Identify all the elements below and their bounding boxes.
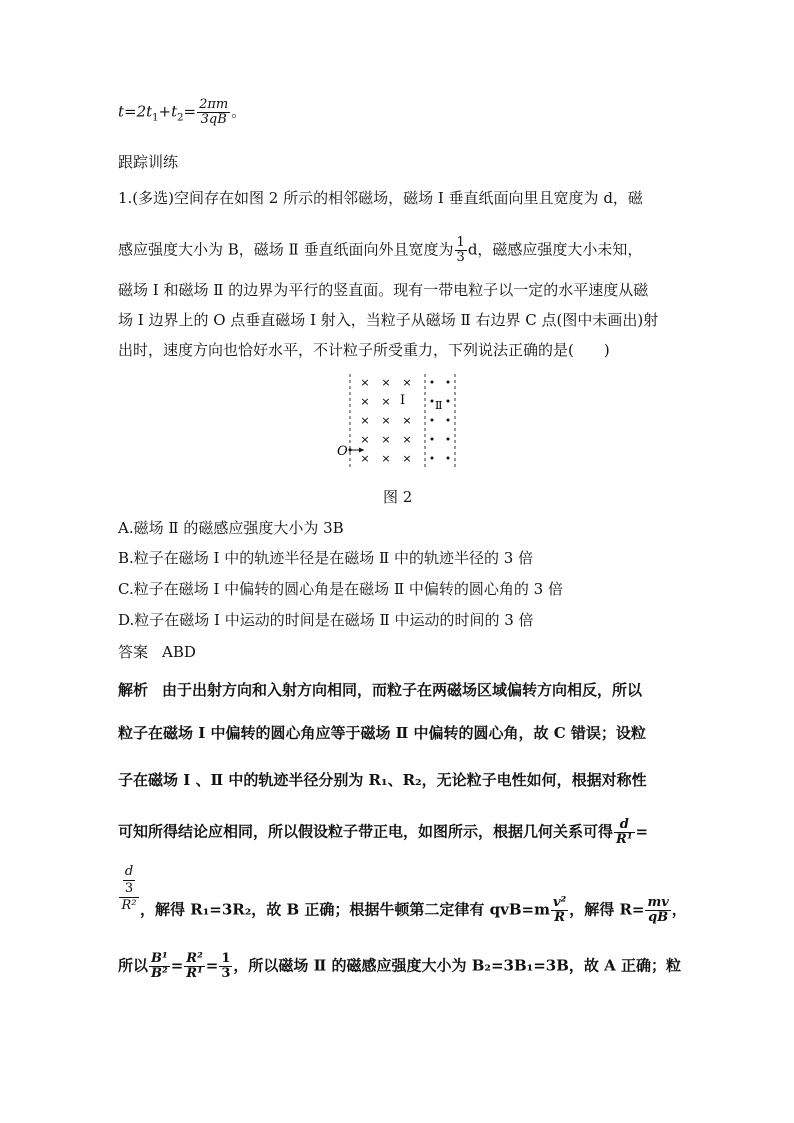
analysis-frac-d-r1 <box>614 818 635 847</box>
analysis-line-5 <box>140 896 687 925</box>
analysis-text-5a: ，解得 R₁=3R₂，故 B 正确；根据牛顿第二定律有 qvB=m <box>140 900 550 919</box>
question-line-2a: 感应强度大小为 B，磁场 Ⅱ 垂直纸面向外且宽度为 <box>118 240 454 259</box>
field-dot <box>431 400 434 403</box>
analysis-text-1: 由于出射方向和入射方向相同，而粒子在两磁场区域偏转方向相反，所以 <box>162 681 643 699</box>
field-cross: × <box>360 414 370 427</box>
question-frac-den: 3 <box>456 250 465 265</box>
analysis-text-4-end: = <box>635 822 649 841</box>
formula-frac-num: 2πm <box>199 97 229 112</box>
formula-plus: +t <box>158 102 178 121</box>
question-line-3: 磁场 Ⅰ 和磁场 Ⅱ 的边界为平行的竖直面。现有一带电粒子以一定的水平速度从磁 <box>118 281 649 299</box>
analysis-text-6a: 所以 <box>118 956 149 975</box>
analysis-text-5c: ， <box>671 900 687 919</box>
analysis-frac-v2-r <box>551 896 568 925</box>
field-dot <box>447 381 450 384</box>
analysis-frac-d-r1-num: d <box>619 817 629 832</box>
option-b: B.粒子在磁场 Ⅰ 中的轨迹半径是在磁场 Ⅱ 中的轨迹半径的 3 倍 <box>118 549 534 567</box>
analysis-eq-1: = <box>170 956 184 975</box>
stacked-frac-r2: R² <box>121 898 137 913</box>
field-cross: × <box>381 452 391 465</box>
analysis-frac-v2-r-den: R <box>551 910 568 925</box>
field-dot <box>447 400 450 403</box>
field-dot <box>447 438 450 441</box>
analysis-line-4 <box>118 818 648 847</box>
field-cross: × <box>381 376 391 389</box>
analysis-line-3: 子在磁场 Ⅰ 、Ⅱ 中的轨迹半径分别为 R₁、R₂，无论粒子电性如何，根据对称性 <box>118 771 647 789</box>
field-dot <box>431 457 434 460</box>
analysis-frac-1-3-den: 3 <box>221 966 231 981</box>
field-cross: × <box>360 452 370 465</box>
formula-sub2: 2 <box>177 112 184 124</box>
analysis-frac-mv-qb <box>645 896 670 925</box>
formula-lhs: t=2t <box>118 102 153 121</box>
field-cross: × <box>360 433 370 446</box>
stacked-frac-3: 3 <box>124 881 134 896</box>
formula-frac-den: 3qB <box>197 112 230 127</box>
analysis-text-4: 可知所得结论应相同，所以假设粒子带正电，如图所示，根据几何关系可得 <box>118 822 614 841</box>
question-line-1: 1.(多选)空间存在如图 2 所示的相邻磁场，磁场 Ⅰ 垂直纸面向里且宽度为 d，磁 <box>118 189 643 207</box>
question-fraction <box>455 236 467 265</box>
analysis-line-2: 粒子在磁场 Ⅰ 中偏转的圆心角应等于磁场 Ⅱ 中偏转的圆心角，故 C 错误；设粒 <box>118 724 646 742</box>
analysis-eq-2: = <box>205 956 219 975</box>
answer-value: ABD <box>162 643 196 661</box>
field-cross: × <box>402 376 412 389</box>
formula-end: 。 <box>231 102 247 121</box>
analysis-line-1 <box>118 680 642 700</box>
question-line-2 <box>118 236 642 265</box>
field-cross: × <box>381 433 391 446</box>
field-dot <box>431 381 434 384</box>
region-2-label: Ⅱ <box>435 399 443 412</box>
field-cross: × <box>381 395 391 408</box>
option-c: C.粒子在磁场 Ⅰ 中偏转的圆心角是在磁场 Ⅱ 中偏转的圆心角的 3 倍 <box>118 580 563 598</box>
question-line-4: 场 Ⅰ 边界上的 O 点垂直磁场 Ⅰ 射入，当粒子从磁场 Ⅱ 右边界 C 点(图中未画出)射 <box>118 311 659 329</box>
analysis-frac-1-3-num: 1 <box>221 951 231 966</box>
analysis-text-6b: ，所以磁场 Ⅱ 的磁感应强度大小为 B₂=3B₁=3B，故 A 正确；粒 <box>233 956 681 975</box>
analysis-frac-d-r1-den: R¹ <box>616 832 633 847</box>
formula-line <box>118 98 246 127</box>
magnetic-field-figure <box>334 372 464 477</box>
analysis-label: 解析 <box>118 681 149 699</box>
field-dot <box>447 419 450 422</box>
question-line-2b: d，磁感应强度大小未知， <box>467 240 643 259</box>
analysis-frac-r2-r1-den: R¹ <box>186 966 203 981</box>
field-cross: × <box>360 395 370 408</box>
analysis-line-6 <box>118 952 681 981</box>
field-cross: × <box>402 414 412 427</box>
answer-line <box>118 642 196 662</box>
field-out-of-page-dots <box>431 381 450 460</box>
section-heading: 跟踪训练 <box>118 153 179 171</box>
option-a: A.磁场 Ⅱ 的磁感应强度大小为 3B <box>118 519 344 537</box>
field-cross: × <box>402 452 412 465</box>
analysis-frac-b1-b2 <box>149 952 170 981</box>
answer-label: 答案 <box>118 643 149 661</box>
analysis-frac-v2-r-num: v² <box>552 895 567 910</box>
analysis-frac-r2-r1 <box>184 952 205 981</box>
field-cross: × <box>381 414 391 427</box>
point-o-label: O <box>337 444 348 459</box>
analysis-frac-b1-b2-num: B¹ <box>151 951 168 966</box>
option-d: D.粒子在磁场 Ⅰ 中运动的时间是在磁场 Ⅱ 中运动的时间的 3 倍 <box>118 611 534 629</box>
field-into-page-crosses <box>360 376 411 465</box>
figure-caption: 图 2 <box>383 488 413 506</box>
formula-eq: = <box>183 102 197 121</box>
question-frac-num: 1 <box>456 235 465 250</box>
field-cross: × <box>402 433 412 446</box>
field-cross: × <box>360 376 370 389</box>
analysis-frac-r2-r1-num: R² <box>186 951 203 966</box>
field-dot <box>431 438 434 441</box>
question-line-5: 出时，速度方向也恰好水平，不计粒子所受重力，下列说法正确的是( ) <box>118 341 610 359</box>
field-dot <box>447 457 450 460</box>
field-dot <box>431 419 434 422</box>
region-1-label: Ⅰ <box>400 393 406 408</box>
analysis-frac-mv-qb-den: qB <box>645 910 670 925</box>
stacked-frac-d: d <box>124 864 134 879</box>
analysis-frac-1-3 <box>219 952 232 981</box>
analysis-frac-b1-b2-den: B² <box>151 966 168 981</box>
stacked-fraction <box>118 864 140 913</box>
analysis-frac-mv-qb-num: mv <box>647 895 669 910</box>
formula-sub1: 1 <box>152 112 159 124</box>
formula-fraction <box>197 98 230 127</box>
analysis-text-5b: ，解得 R= <box>569 900 645 919</box>
